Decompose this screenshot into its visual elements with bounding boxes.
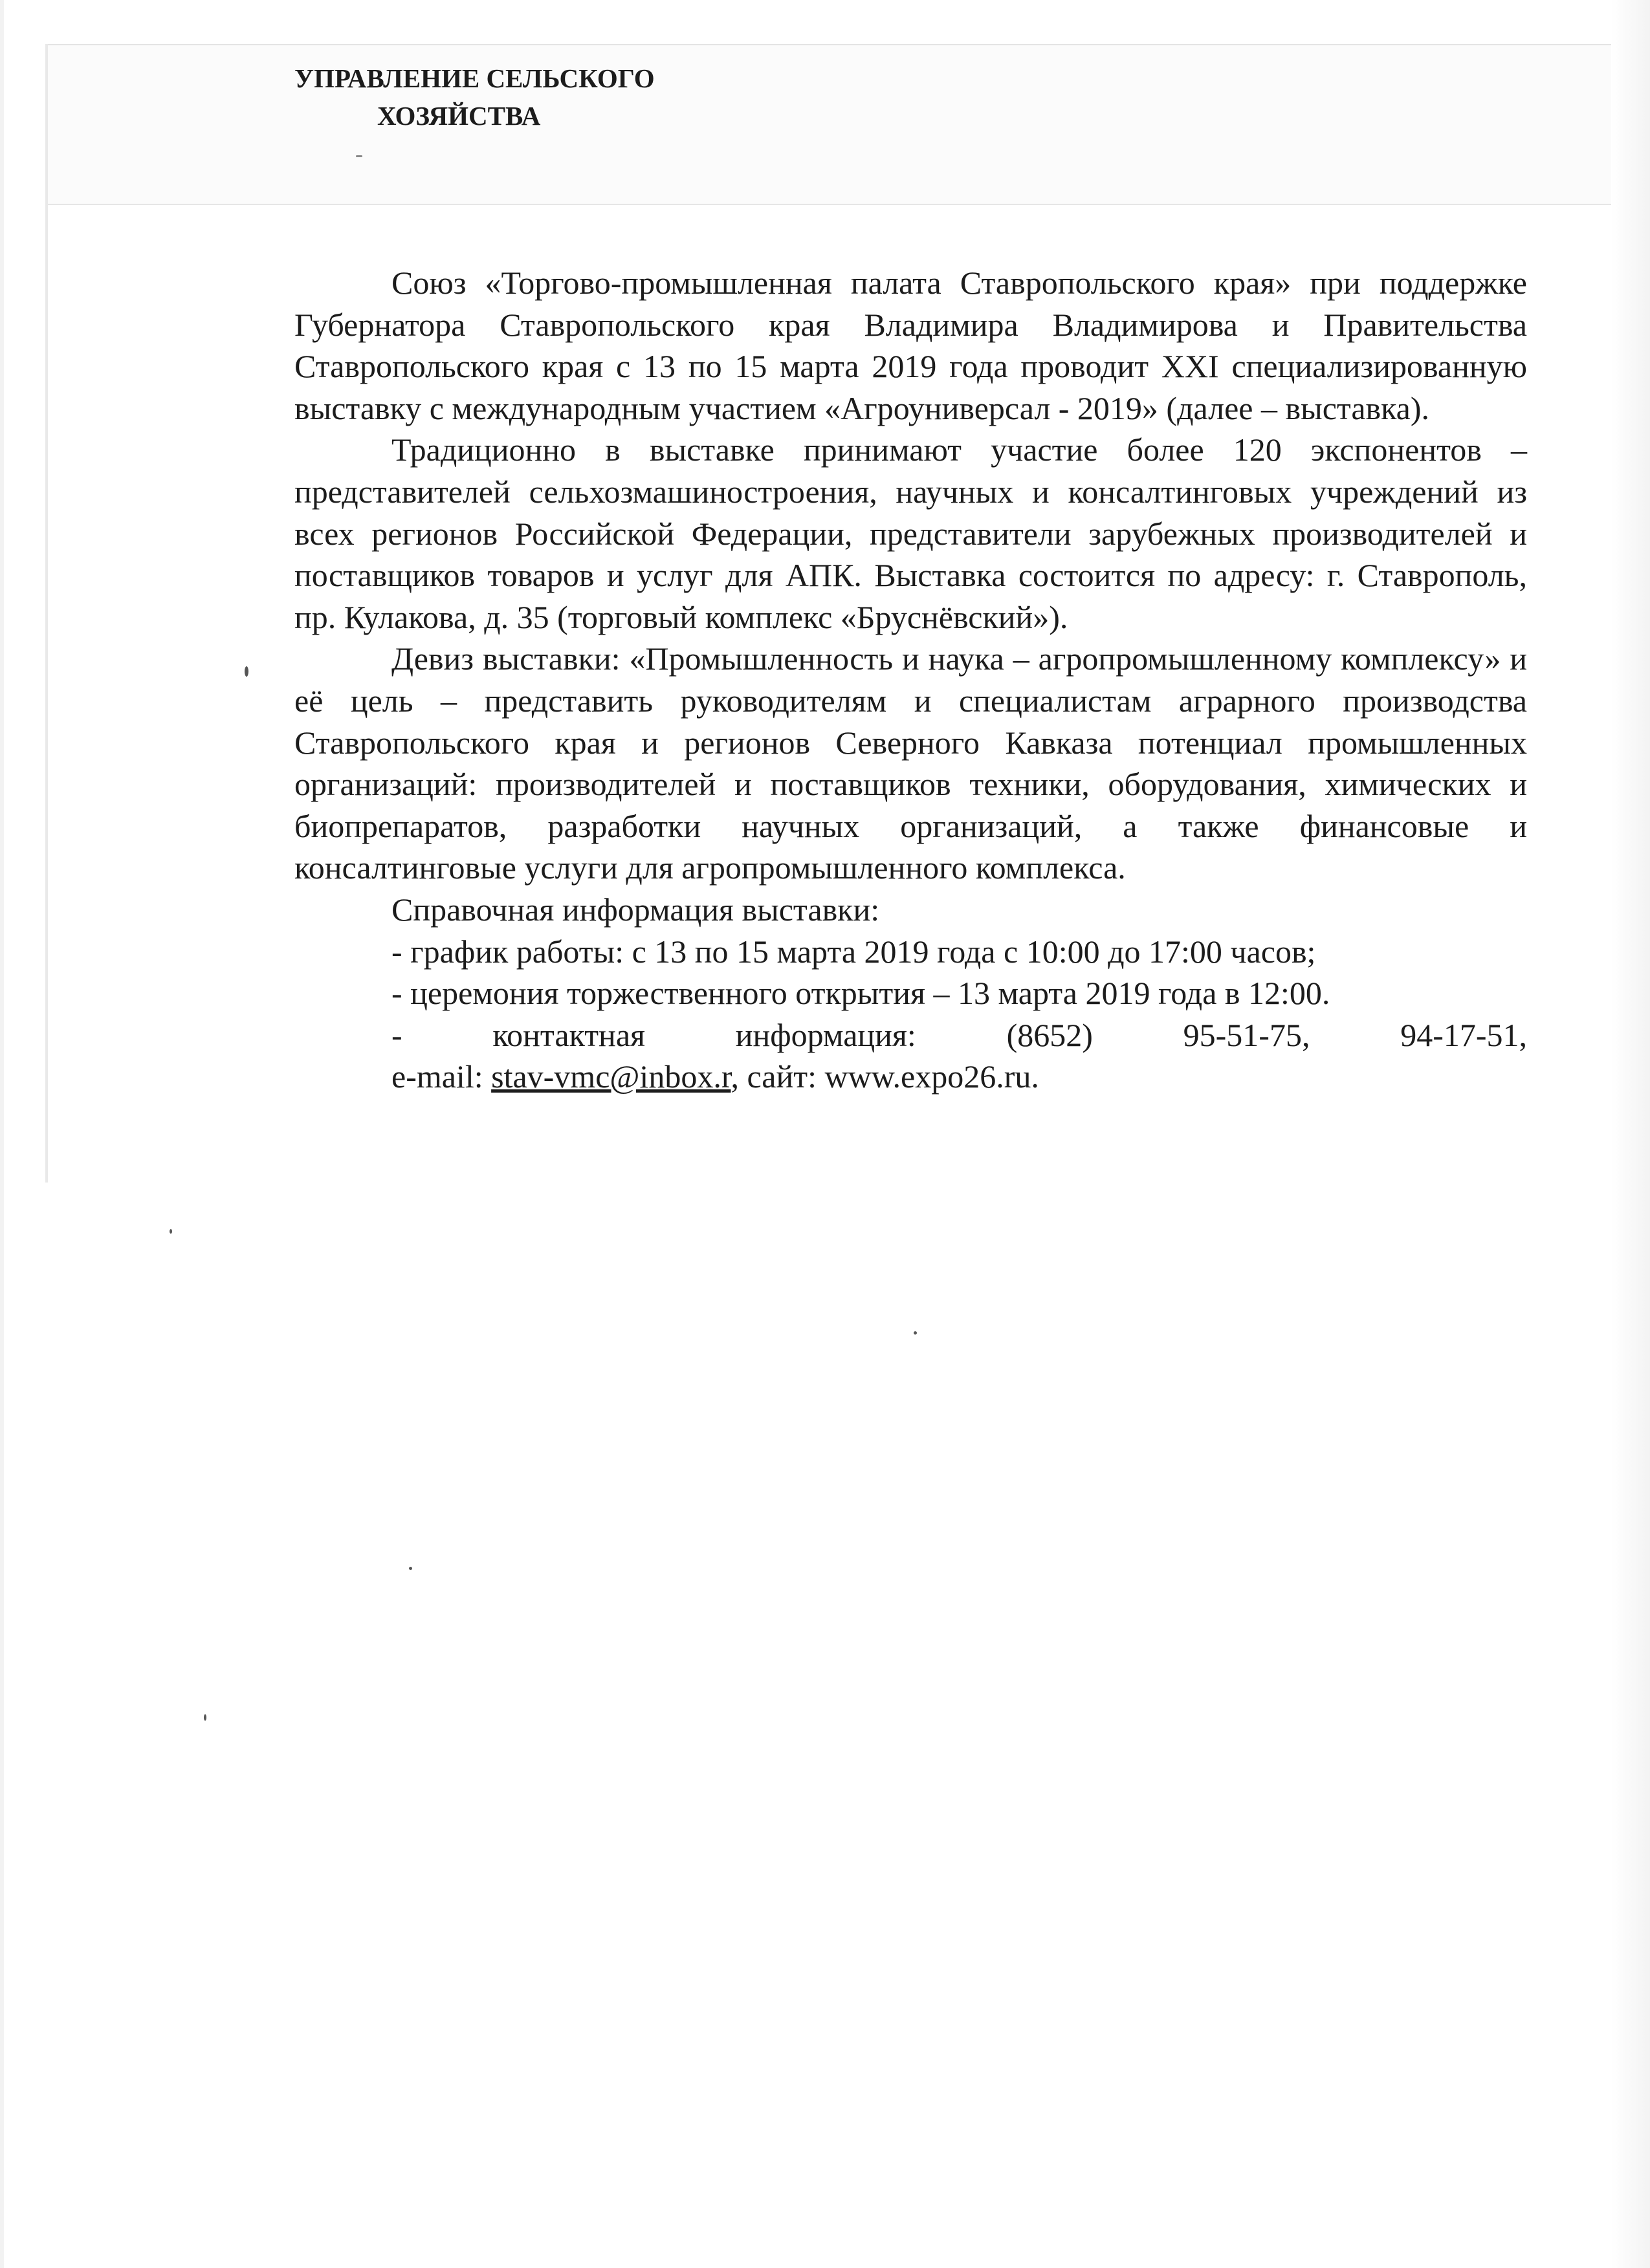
paragraph-2: Традиционно в выставке принимают участие более 120 экспонентов – представителей сельхозмашиностроения, научных и консалтинговых учреждений из всех регионов Российской Федерации, представители зарубежных производителей и поставщиков товаров и услуг для АПК. Выставка состоится по адресу: г. Ставрополь, пр. Кулакова, д. 35 (торговый комплекс «Бруснёвский»). [294, 431, 1527, 635]
info-contacts: - контактная информация: (8652) 95-51-75, 94-17-51, [391, 1016, 1527, 1053]
info-heading: Справочная информация выставки: [391, 891, 880, 928]
scan-speck [409, 1567, 412, 1570]
scan-speck [914, 1331, 917, 1335]
scan-top-strip [45, 44, 1650, 205]
scan-left-edge [0, 0, 4, 2268]
header-line-2: ХОЗЯЙСТВА [377, 101, 541, 131]
letter-body [294, 262, 1527, 1098]
email-link[interactable]: stav-vmc@inbox.r [491, 1058, 731, 1095]
scan-speck [170, 1229, 172, 1234]
info-ceremony: - церемония торжественного открытия – 13 марта 2019 года в 12:00. [391, 975, 1330, 1012]
info-schedule: - график работы: с 13 по 15 марта 2019 года с 10:00 до 17:00 часов; [391, 933, 1316, 970]
scan-right-edge [1611, 0, 1650, 2268]
scan-speck [204, 1714, 206, 1721]
scan-fold-edge [45, 44, 48, 1183]
scan-speck [356, 155, 362, 157]
document-header [294, 60, 747, 135]
header-line-1: УПРАВЛЕНИЕ СЕЛЬСКОГО [294, 63, 655, 93]
email-prefix: e-mail: [391, 1058, 492, 1095]
scan-speck [245, 666, 248, 677]
paragraph-1: Союз «Торгово-промышленная палата Ставропольского края» при поддержке Губернатора Ставропольского края Владимира Владимирова и Правительства Ставропольского края с 13 по 15 марта 2019 года проводит XXI специализированную выставку с международным участием «Агроуниверсал - 2019» (далее – выставка). [294, 265, 1527, 426]
paragraph-3: Девиз выставки: «Промышленность и наука – агропромышленному комплексу» и её цель – представить руководителям и специалистам аграрного производства Ставропольского края и регионов Северного Кавказа потенциал промышленных организаций: производителей и поставщиков техники, оборудования, химических и биопрепаратов, разработки научных организаций, а также финансовые и консалтинговые услуги для агропромышленного комплекса. [294, 640, 1527, 886]
site-text: , сайт: www.expo26.ru. [731, 1058, 1039, 1095]
info-email-site [294, 1056, 1527, 1098]
